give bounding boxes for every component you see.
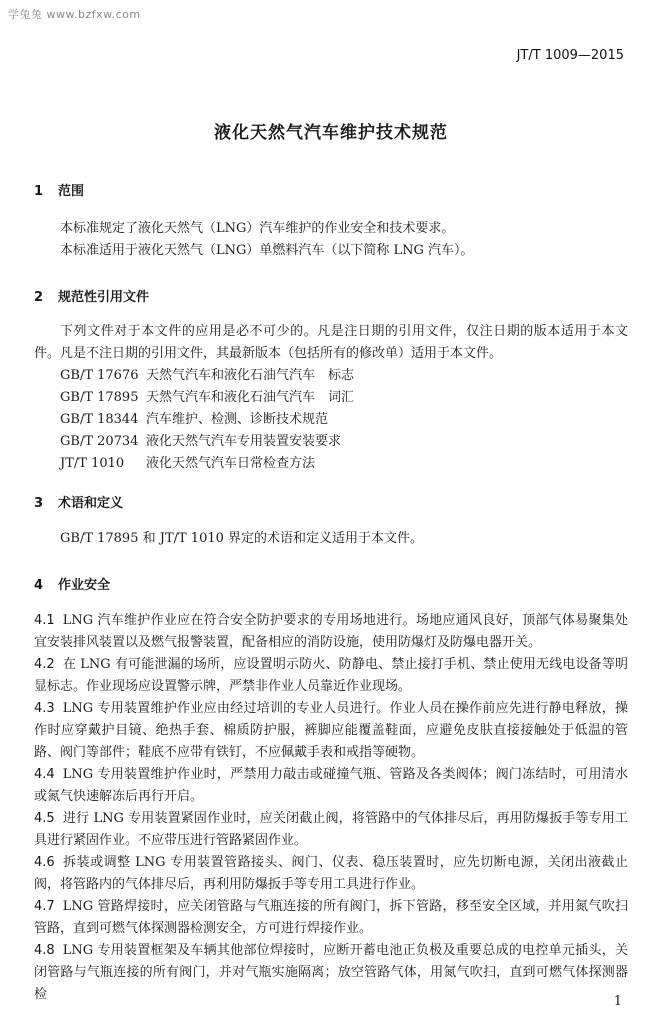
reference-name: 天然气汽车和液化石油气汽车 标志 [146,368,355,383]
section-number: 2 [34,290,44,305]
reference-item [60,431,354,453]
reference-name: 液化天然气汽车日常检查方法 [146,456,316,471]
clause-4-6 [34,852,628,896]
clause-number: 4.1 [34,613,55,628]
clause-number: 4.7 [34,899,55,914]
reference-code: GB/T 17676 [60,368,139,383]
clause-number: 4.2 [34,657,55,672]
terms-paragraph: GB/T 17895 和 JT/T 1010 界定的术语和定义适用于本文件。 [60,531,424,546]
reference-name: 汽车维护、检测、诊断技术规范 [146,412,329,427]
standard-number: JT/T 1009—2015 [516,48,624,63]
reference-code: GB/T 17895 [60,390,139,405]
reference-code: JT/T 1010 [60,456,125,471]
document-title: 液化天然气汽车维护技术规范 [214,123,448,143]
section-number: 3 [34,496,44,511]
watermark: 学兔兔 www.bzfxw.com [8,8,141,21]
clause-text: LNG 专用装置框架及车辆其他部位焊接时，应断开蓄电池正负极及重要总成的电控单元插头，关闭管路与气瓶连接的所有阀门，并对气瓶实施隔离；放空管路气体，用氮气吹扫，直到可燃气体探测器检 [34,943,628,1002]
section-number: 1 [34,184,44,199]
reference-item [60,387,354,409]
clause-number: 4.4 [34,767,55,782]
section-1-heading [34,180,84,199]
clause-4-5 [34,808,628,852]
section-title: 术语和定义 [58,496,124,511]
clause-text: 进行 LNG 专用装置紧固作业时，应关闭截止阀，将管路中的气体排尽后，再用防爆扳手等专用工具进行紧固作业。不应带压进行管路紧固作业。 [34,811,628,848]
clause-number: 4.5 [34,811,55,826]
clause-4-8 [34,940,628,1006]
reference-item [60,409,354,431]
clause-text: LNG 专用装置维护作业应由经过培训的专业人员进行。作业人员在操作前应先进行静电释放，操作时应穿戴护目镜、绝热手套、棉质防护服，裤脚应能覆盖鞋面，应避免皮肤直接接触处于低温的管路、阀门等部件；鞋底不应带有铁钉，不应佩戴手表和戒指等硬物。 [34,701,628,760]
clause-4-7 [34,896,628,940]
section-title: 范围 [58,184,85,199]
clause-number: 4.8 [34,943,55,958]
section-4-heading [34,574,110,593]
reference-name: 液化天然气汽车专用装置安装要求 [146,434,342,449]
reference-item [60,453,354,475]
reference-name: 天然气汽车和液化石油气汽车 词汇 [146,390,355,405]
clause-text: LNG 汽车维护作业应在符合安全防护要求的专用场地进行。场地应通风良好，顶部气体易聚集处宜安装排风装置以及燃气报警装置，配备相应的消防设施，使用防爆灯及防爆电器开关。 [34,613,628,650]
clause-number: 4.3 [34,701,55,716]
clause-text: LNG 管路焊接时，应关闭管路与气瓶连接的所有阀门，拆下管路，移至安全区域，并用氮气吹扫管路，直到可燃气体探测器检测安全，方可进行焊接作业。 [34,899,628,936]
scope-paragraph-1: 本标准规定了液化天然气（LNG）汽车维护的作业安全和技术要求。 [60,221,455,236]
clause-number: 4.6 [34,855,55,870]
page-number: 1 [613,994,622,1009]
normative-intro: 下列文件对于本文件的应用是必不可少的。凡是注日期的引用文件，仅注日期的版本适用于本文件。凡是不注日期的引用文件，其最新版本（包括所有的修改单）适用于本文件。 [34,324,628,361]
scope-paragraph-2: 本标准适用于液化天然气（LNG）单燃料汽车（以下简称 LNG 汽车）。 [60,243,474,258]
section-2-heading [34,286,149,305]
section-3-heading [34,492,123,511]
clause-text: LNG 专用装置维护作业时，严禁用力敲击或碰撞气瓶、管路及各类阀体；阀门冻结时，可用清水或氮气快速解冻后再行开启。 [34,767,628,804]
section-number: 4 [34,578,44,593]
clause-4-4 [34,764,628,808]
clause-4-3 [34,698,628,764]
section-title: 规范性引用文件 [58,290,150,305]
section-title: 作业安全 [58,578,111,593]
clause-4-1 [34,610,628,654]
reference-list [60,365,354,475]
clause-text: 拆装或调整 LNG 专用装置管路接头、阀门、仪表、稳压装置时，应先切断电源，关闭出液截止阀，将管路内的气体排尽后，再利用防爆扳手等专用工具进行作业。 [34,855,628,892]
reference-item [60,365,354,387]
reference-code: GB/T 20734 [60,434,139,449]
clause-4-2 [34,654,628,698]
clause-text: 在 LNG 有可能泄漏的场所，应设置明示防火、防静电、禁止接打手机、禁止使用无线电设备等明显标志。作业现场应设置警示牌，严禁非作业人员靠近作业现场。 [34,657,628,694]
reference-code: GB/T 18344 [60,412,139,427]
